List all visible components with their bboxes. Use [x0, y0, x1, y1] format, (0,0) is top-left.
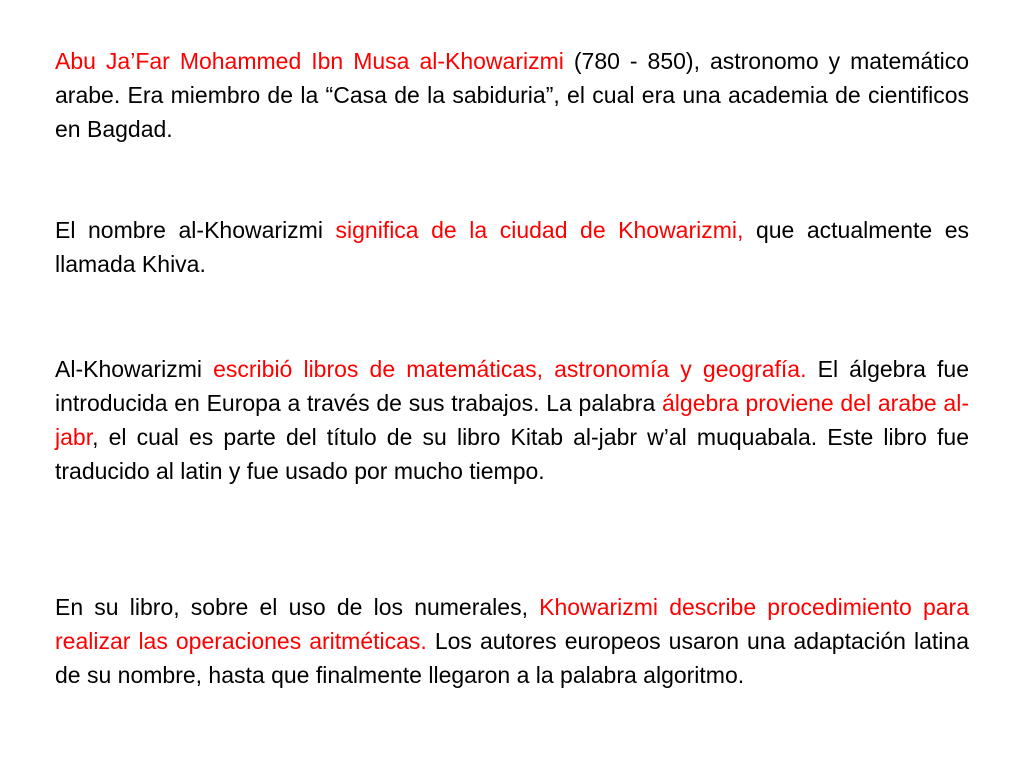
highlight-books-written: escribió libros de matemáticas, astronomía y geografía. — [213, 356, 807, 382]
text-name-intro: El nombre al-Khowarizmi — [55, 217, 336, 243]
paragraph-biography — [55, 44, 969, 146]
text-algorithm-origin: Los autores europeos usaron una adaptación latina de su nombre, hasta que finalmente llegaron a la palabra algoritmo. — [55, 628, 969, 688]
highlight-algebra-origin: álgebra proviene del arabe al-jabr — [55, 390, 969, 450]
text-name-current-city: que actualmente es llamada Khiva. — [55, 217, 969, 277]
highlight-arithmetic-procedures: Khowarizmi describe procedimiento para realizar las operaciones aritméticas. — [55, 594, 969, 654]
paragraph-numerals — [55, 590, 969, 692]
paragraph-name-origin — [55, 213, 969, 281]
text-biography-details: (780 - 850), astronomo y matemático arabe. Era miembro de la “Casa de la sabiduria”, el cual era una academia de cientificos en Bagdad. — [55, 48, 969, 142]
text-numerals-intro: En su libro, sobre el uso de los numerales, — [55, 594, 540, 620]
text-works-intro: Al-Khowarizmi — [55, 356, 214, 382]
highlight-full-name: Abu Ja’Far Mohammed Ibn Musa al-Khowarizmi — [55, 48, 564, 74]
text-book-title: , el cual es parte del título de su libro Kitab al-jabr w’al muquabala. Este libro fue traducido al latin y fue usado por mucho tiempo. — [55, 424, 969, 484]
text-algebra-europe: El álgebra fue introducida en Europa a través de sus trabajos. La palabra — [55, 356, 969, 416]
paragraph-works — [55, 352, 969, 488]
highlight-name-meaning: significa de la ciudad de Khowarizmi, — [335, 217, 744, 243]
